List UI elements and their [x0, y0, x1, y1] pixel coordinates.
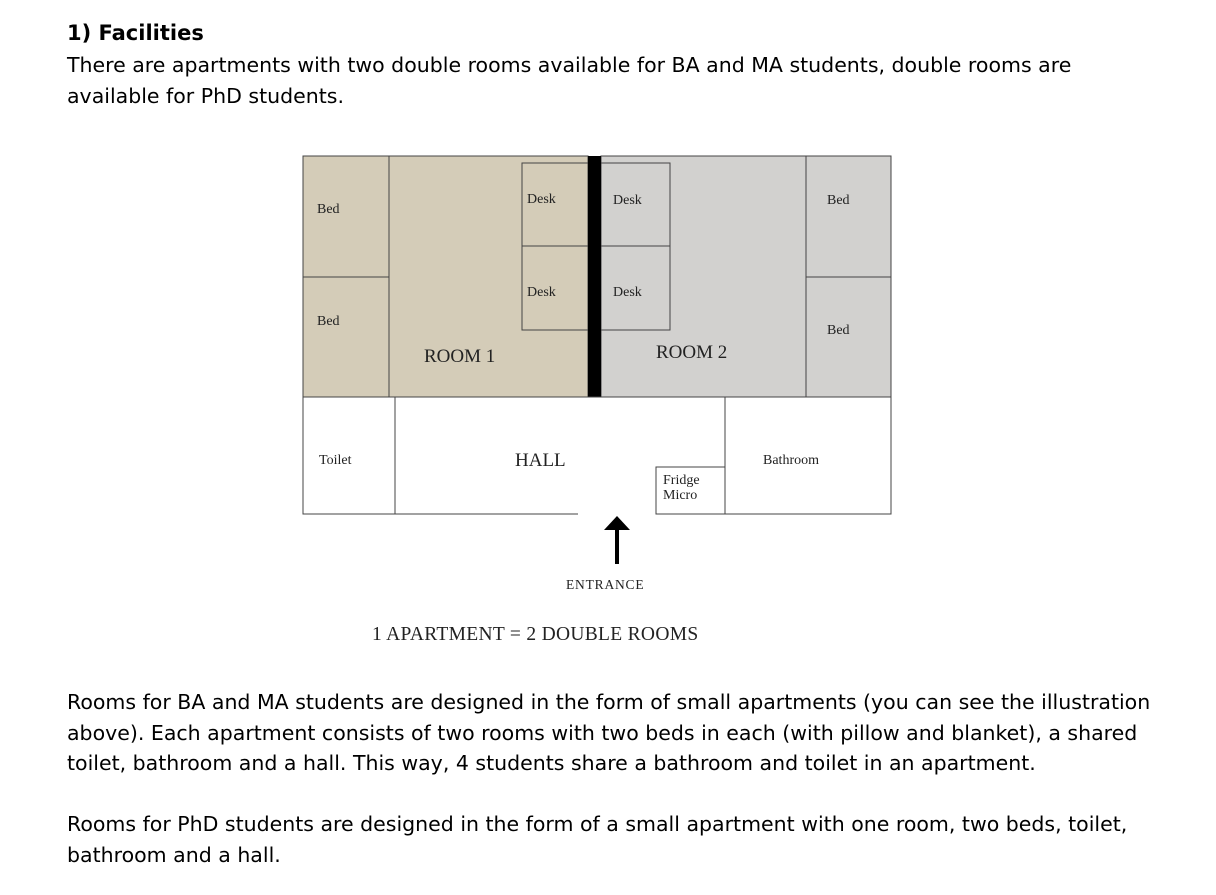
hall-label: HALL — [515, 450, 566, 471]
ba-ma-paragraph: Rooms for BA and MA students are designed in the form of small apartments (you can see the illustration above). Each apartment consists of two rooms with two beds in each (with pillow and blanket), a shared toilet, bathroom and a hall. This way, 4 students share a bathroom and toilet in an apartment. — [67, 690, 1151, 775]
desk-label-3: Desk — [613, 193, 642, 208]
toilet-label: Toilet — [319, 453, 352, 468]
bed-label-2: Bed — [317, 314, 340, 329]
bed-label-3: Bed — [827, 193, 850, 208]
desk-label-4: Desk — [613, 285, 642, 300]
desk-label-1: Desk — [527, 192, 556, 207]
floor-plan-caption: 1 APARTMENT = 2 DOUBLE ROOMS — [372, 624, 699, 645]
section-heading: 1) Facilities — [67, 21, 204, 45]
room-1-label: ROOM 1 — [424, 346, 496, 367]
entrance-arrow-icon — [604, 516, 630, 564]
micro-label: Micro — [663, 488, 698, 503]
bed-label-1: Bed — [317, 202, 340, 217]
fridge-label: Fridge — [663, 473, 700, 488]
bathroom-label: Bathroom — [763, 453, 819, 468]
bed-label-4: Bed — [827, 323, 850, 338]
dividing-wall — [588, 156, 601, 397]
phd-paragraph: Rooms for PhD students are designed in the form of a small apartment with one room, two beds, toilet, bathroom and a hall. — [67, 812, 1128, 867]
intro-paragraph: There are apartments with two double rooms available for BA and MA students, double rooms are available for PhD students. — [67, 53, 1072, 108]
desk-label-2: Desk — [527, 285, 556, 300]
entrance-label: ENTRANCE — [566, 577, 645, 592]
room-2-label: ROOM 2 — [656, 342, 728, 363]
